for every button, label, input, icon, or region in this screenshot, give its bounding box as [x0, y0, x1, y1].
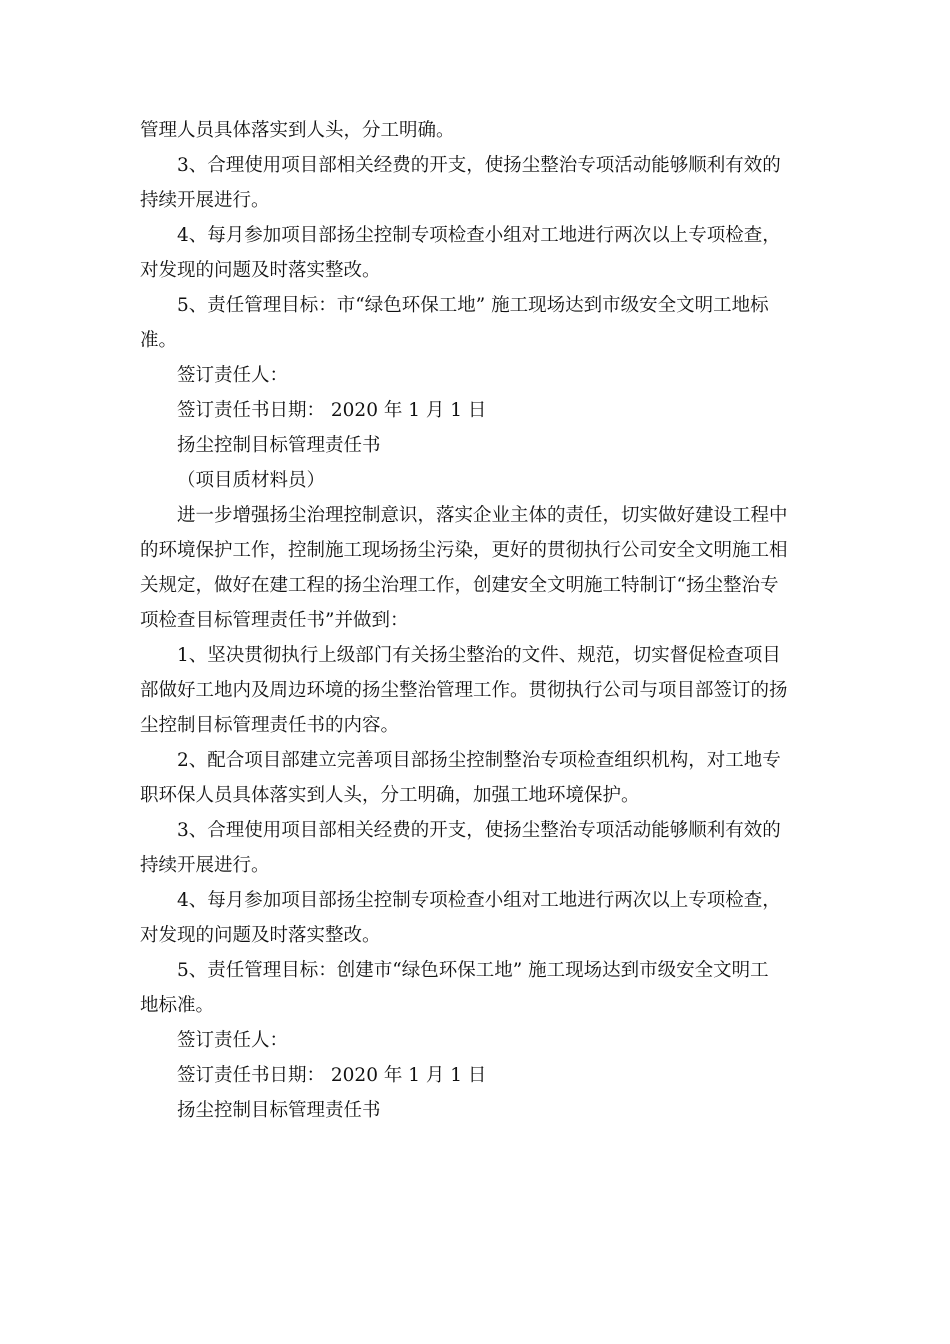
- signing-date: 签订责任书日期： 2020 年 1 月 1 日: [177, 400, 487, 421]
- section-title: 扬尘控制目标管理责任书: [177, 435, 381, 456]
- section-subtitle: （项目质材料员）: [177, 470, 326, 491]
- signatory-label: 签订责任人：: [177, 1030, 289, 1051]
- text-line: 2、配合项目部建立完善项目部扬尘控制整治专项检查组织机构，对工地专: [177, 750, 781, 771]
- text-line: 3、合理使用项目部相关经费的开支，使扬尘整治专项活动能够顺利有效的: [177, 820, 781, 841]
- text-line: 进一步增强扬尘治理控制意识，落实企业主体的责任，切实做好建设工程中: [177, 505, 788, 526]
- text-line: 管理人员具体落实到人头，分工明确。: [140, 120, 455, 141]
- text-line: 5、责任管理目标：市“绿色环保工地” 施工现场达到市级安全文明工地标: [177, 295, 769, 316]
- text-line: 对发现的问题及时落实整改。: [140, 925, 381, 946]
- text-line: 项检查目标管理责任书”并做到：: [140, 610, 409, 631]
- text-line: 关规定，做好在建工程的扬尘治理工作，创建安全文明施工特制订“扬尘整治专: [140, 575, 779, 596]
- text-line: 准。: [140, 330, 178, 351]
- text-line: 4、每月参加项目部扬尘控制专项检查小组对工地进行两次以上专项检查，: [177, 890, 781, 911]
- text-line: 对发现的问题及时落实整改。: [140, 260, 381, 281]
- signatory-label: 签订责任人：: [177, 365, 289, 386]
- text-line: 5、责任管理目标：创建市“绿色环保工地” 施工现场达到市级安全文明工: [177, 960, 769, 981]
- text-line: 持续开展进行。: [140, 190, 270, 211]
- document-body: [140, 113, 808, 1128]
- text-line: 职环保人员具体落实到人头，分工明确，加强工地环境保护。: [140, 785, 640, 806]
- text-line: 地标准。: [140, 995, 215, 1016]
- text-line: 持续开展进行。: [140, 855, 270, 876]
- section-title: 扬尘控制目标管理责任书: [177, 1100, 381, 1121]
- text-line: 部做好工地内及周边环境的扬尘整治管理工作。贯彻执行公司与项目部签订的扬: [140, 680, 788, 701]
- signing-date: 签订责任书日期： 2020 年 1 月 1 日: [177, 1065, 487, 1086]
- text-line: 的环境保护工作，控制施工现场扬尘污染，更好的贯彻执行公司安全文明施工相: [140, 540, 788, 561]
- text-line: 尘控制目标管理责任书的内容。: [140, 715, 400, 736]
- text-line: 1、坚决贯彻执行上级部门有关扬尘整治的文件、规范，切实督促检查项目: [177, 645, 781, 666]
- text-line: 4、每月参加项目部扬尘控制专项检查小组对工地进行两次以上专项检查，: [177, 225, 781, 246]
- text-line: 3、合理使用项目部相关经费的开支，使扬尘整治专项活动能够顺利有效的: [177, 155, 781, 176]
